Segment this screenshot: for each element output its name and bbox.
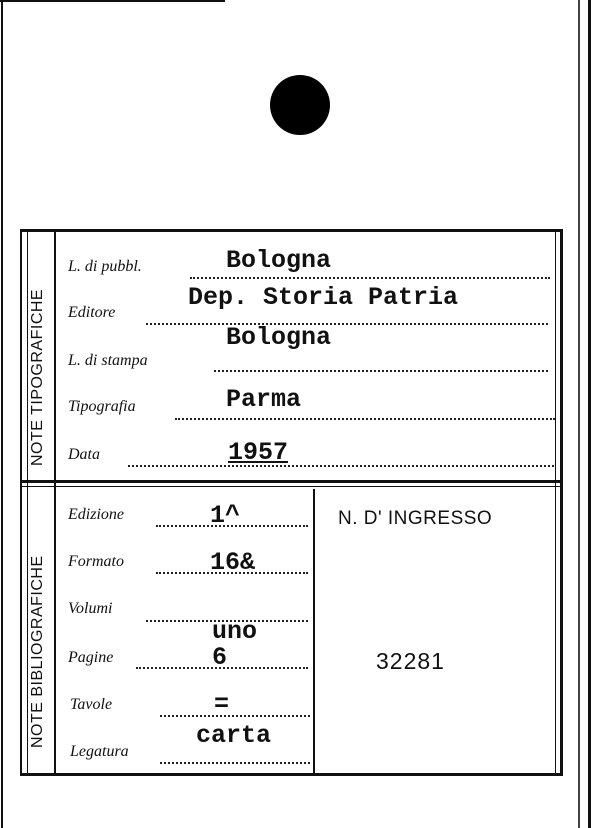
frame-bottom (20, 773, 562, 776)
printer-label: Tipografia (68, 398, 136, 415)
bibliographic-section-title: NOTE BIBLIOGRAFICHE (29, 555, 46, 748)
volumes-value: uno (212, 617, 258, 646)
publisher-value: Dep. Storia Patria (188, 283, 459, 312)
binding-line (160, 762, 310, 764)
frame-left-outer (20, 229, 22, 776)
accession-divider (313, 489, 315, 773)
date-value: 1957 (228, 438, 289, 467)
printer-line (175, 418, 555, 420)
print-place-value: Bologna (226, 323, 332, 352)
print-place-label: L. di stampa (68, 352, 148, 369)
binding-label: Legatura (70, 743, 129, 760)
publisher-label: Editore (68, 304, 116, 321)
edition-value: 1^ (210, 501, 241, 530)
publisher-line (146, 323, 548, 325)
section-divider-thin (22, 486, 560, 487)
section-divider (22, 480, 560, 483)
printer-value: Parma (226, 385, 302, 414)
frame-right-inner (555, 229, 556, 776)
place-line (190, 277, 550, 279)
format-label: Formato (68, 553, 124, 570)
accession-header: N. D' INGRESSO (338, 508, 493, 529)
format-value: 16& (210, 548, 256, 577)
place-label: L. di pubbl. (68, 258, 142, 275)
sidebar-divider (54, 232, 56, 773)
frame-left-inner (27, 229, 28, 776)
edition-label: Edizione (68, 506, 124, 523)
typographic-section-title: NOTE TIPOGRAFICHE (29, 288, 46, 466)
plates-value: = (214, 690, 230, 719)
plates-line (160, 715, 310, 717)
volumes-label: Volumi (68, 600, 113, 617)
accession-number: 32281 (376, 648, 445, 674)
binding-value: carta (196, 721, 272, 750)
date-label: Data (68, 446, 100, 463)
frame-right-outer (560, 229, 563, 776)
top-edge-left (0, 0, 225, 2)
pages-label: Pagine (68, 649, 114, 666)
place-value: Bologna (226, 246, 332, 275)
left-edge (1, 0, 3, 828)
frame-top (20, 229, 562, 232)
date-line (128, 465, 554, 467)
pages-value: 6 (212, 643, 228, 672)
right-edge-outer (588, 0, 591, 828)
punch-hole (270, 75, 330, 135)
print-place-line (214, 370, 548, 372)
right-edge-inner (578, 0, 580, 828)
plates-label: Tavole (70, 696, 113, 713)
